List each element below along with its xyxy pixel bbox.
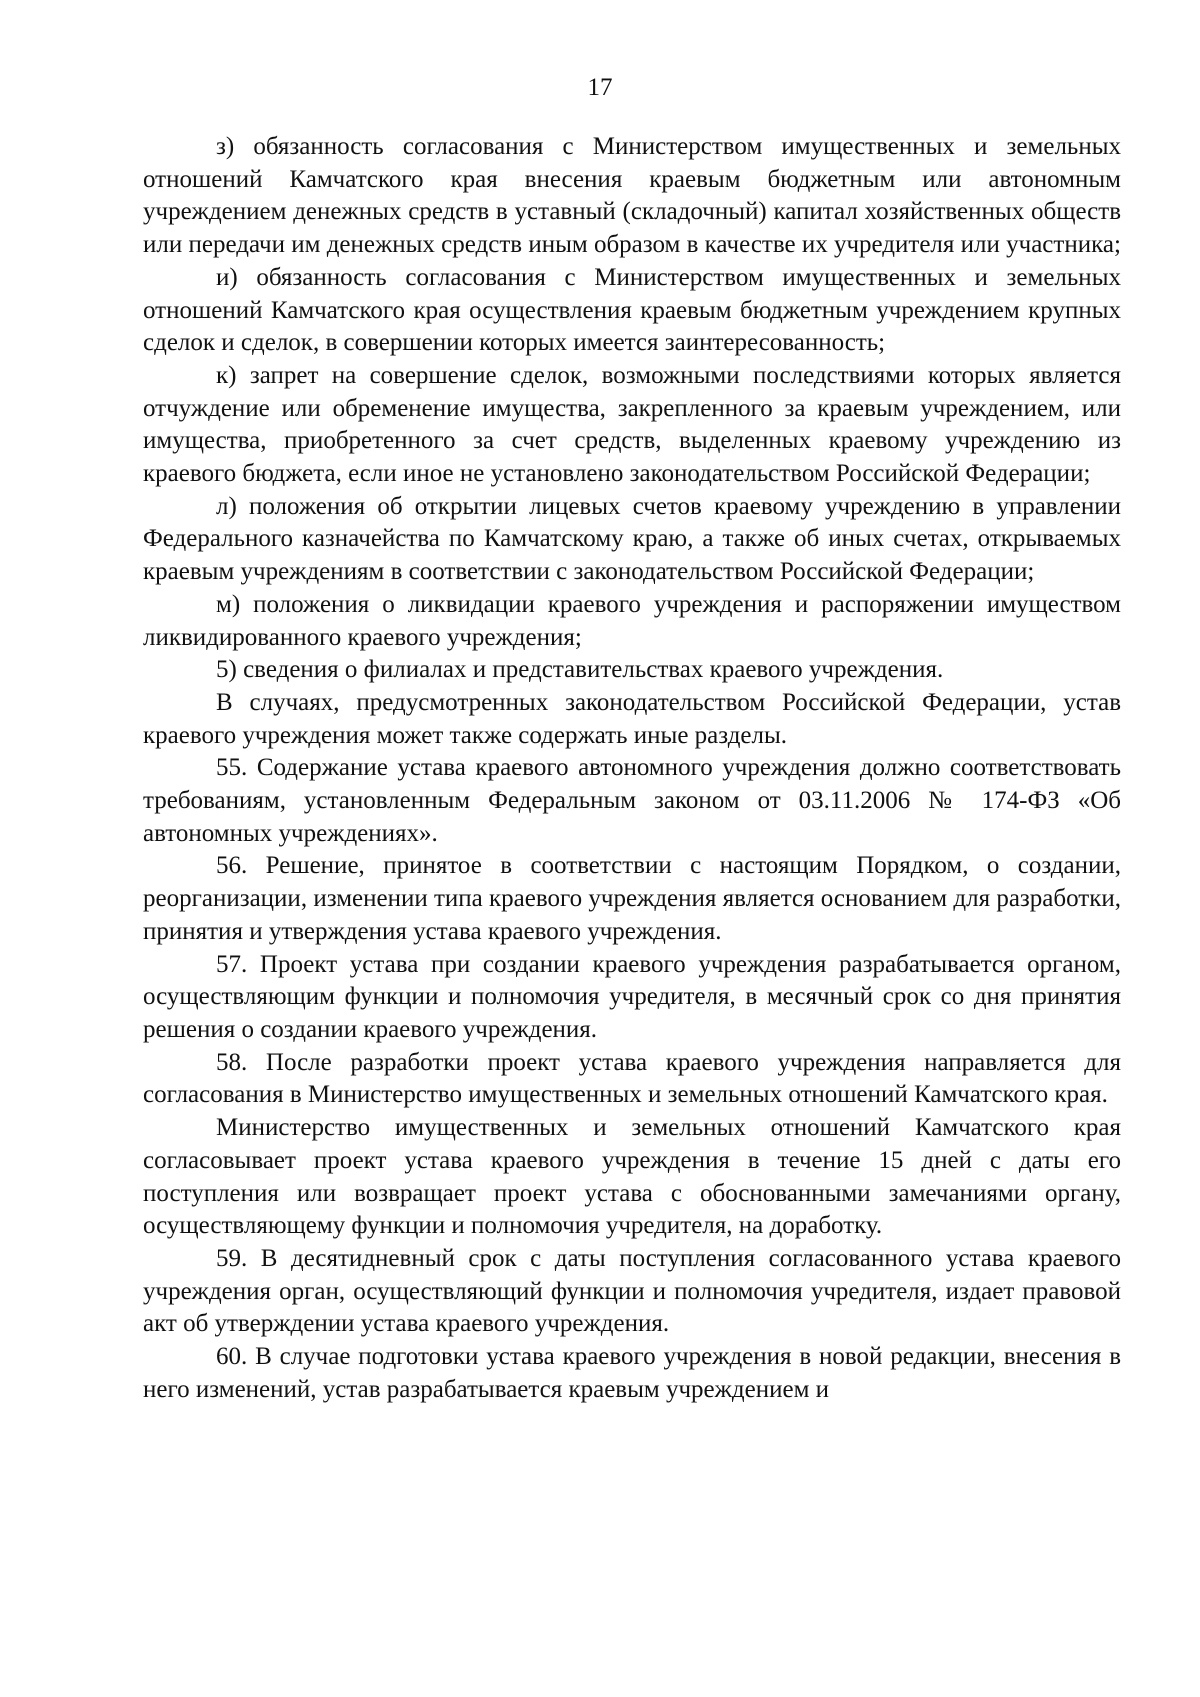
paragraph-58: 58. После разработки проект устава краевого учреждения направляется для согласования в Министерство имущественных и земельных отношений Камчатского края. xyxy=(143,1048,1121,1109)
paragraph-57: 57. Проект устава при создании краевого учреждения разрабатывается органом, осуществляющим функции и полномочия учредителя, в месячный срок со дня принятия решения о создании краевого учреждения. xyxy=(143,950,1121,1043)
paragraph-55: 55. Содержание устава краевого автономного учреждения должно соответствовать требованиям, установленным Федеральным законом от 03.11.2006 № 174-ФЗ «Об автономных учреждениях». xyxy=(143,754,1121,847)
paragraph-60: 60. В случае подготовки устава краевого учреждения в новой редакции, внесения в него изменений, устав разрабатывается краевым учреждением и xyxy=(143,1343,1121,1403)
paragraph-ministry-approval: Министерство имущественных и земельных отношений Камчатского края согласовывает проект устава краевого учреждения в течение 15 дней с даты его поступления или возвращает проект устава с обоснованными замечаниями органу, осуществляющему функции и полномочия учредителя, на доработку. xyxy=(143,1114,1121,1240)
paragraph-m: м) положения о ликвидации краевого учреждения и распоряжении имуществом ликвидированного краевого учреждения; xyxy=(143,590,1121,651)
paragraph-i: и) обязанность согласования с Министерством имущественных и земельных отношений Камчатского края осуществления краевым бюджетным учреждением крупных сделок и сделок, в совершении которых имеется заинтересованность; xyxy=(143,263,1121,357)
page-number: 17 xyxy=(587,74,613,101)
paragraph-item-5: 5) сведения о филиалах и представительствах краевого учреждения. xyxy=(216,656,944,684)
paragraph-59: 59. В десятидневный срок с даты поступления согласованного устава краевого учреждения орган, осуществляющий функции и полномочия учредителя, издает правовой акт об утверждении устава краевого учреждения. xyxy=(143,1244,1121,1338)
paragraph-other-sections: В случаях, предусмотренных законодательством Российской Федерации, устав краевого учреждения может также содержать иные разделы. xyxy=(143,688,1121,749)
paragraph-k: к) запрет на совершение сделок, возможными последствиями которых является отчуждение или обременение имущества, закрепленного за краевым учреждением, или имущества, приобретенного за счет средств, выделенных краевому учреждению из краевого бюджета, если иное не установлено законодательством Российской Федерации; xyxy=(143,361,1121,488)
paragraph-l: л) положения об открытии лицевых счетов краевому учреждению в управлении Федерального казначейства по Камчатскому краю, а также об иных счетах, открываемых краевым учреждениям в соответствии с законодательством Российской Федерации; xyxy=(143,492,1121,586)
body-text xyxy=(143,131,1121,1406)
paragraph-56: 56. Решение, принятое в соответствии с настоящим Порядком, о создании, реорганизации, изменении типа краевого учреждения является основанием для разработки, принятия и утверждения устава краевого учреждения. xyxy=(143,852,1121,945)
paragraph-z: з) обязанность согласования с Министерством имущественных и земельных отношений Камчатского края внесения краевым бюджетным или автономным учреждением денежных средств в уставный (складочный) капитал хозяйственных обществ или передачи им денежных средств иным образом в качестве их учредителя или участника; xyxy=(143,133,1121,259)
